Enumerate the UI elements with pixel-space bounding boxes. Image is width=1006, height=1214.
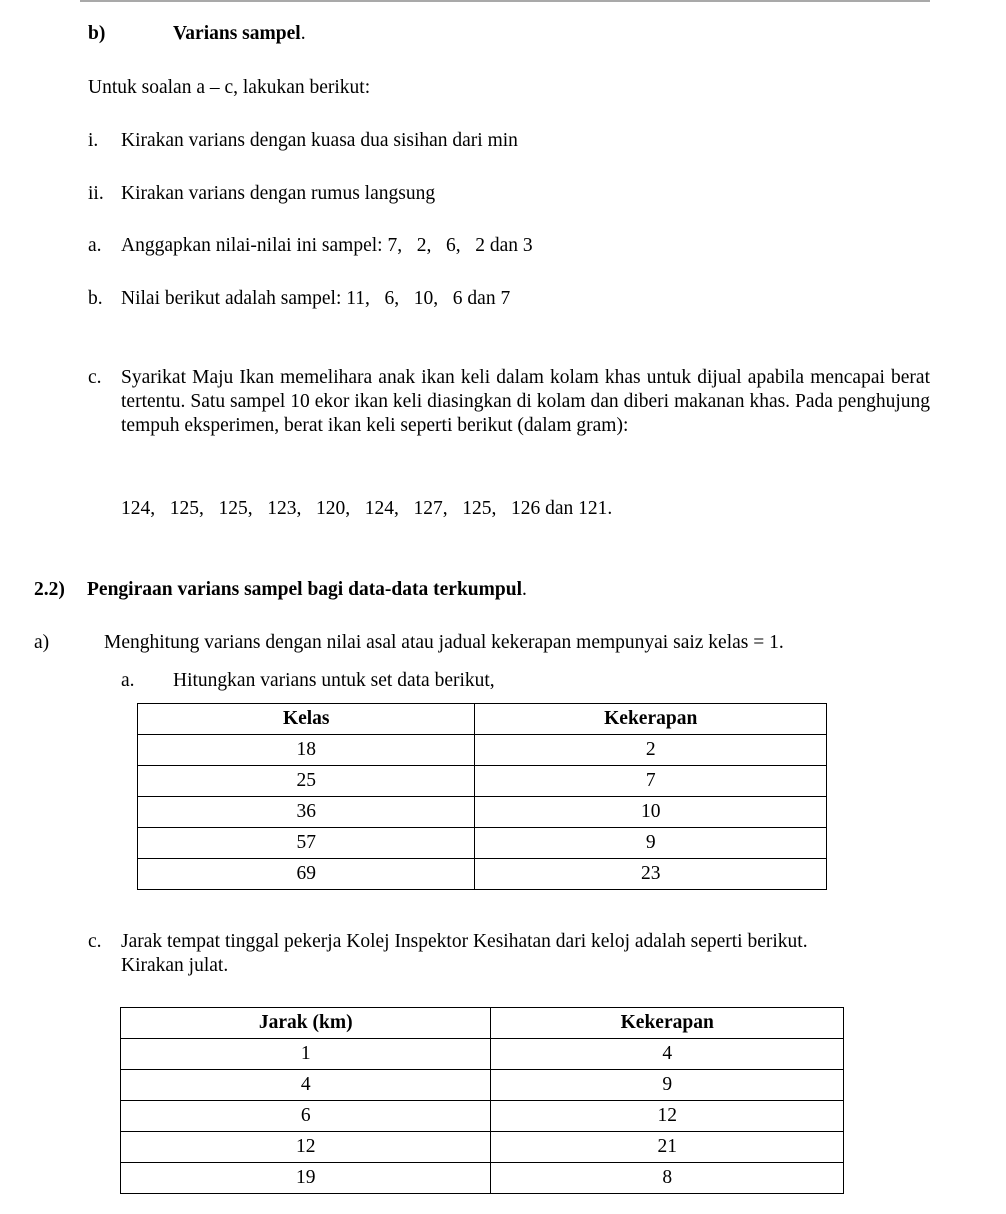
task-a-marker: a. bbox=[121, 670, 135, 691]
cell-kekerapan: 21 bbox=[491, 1132, 844, 1163]
column-header-kekerapan: Kekerapan bbox=[491, 1008, 844, 1039]
question-marker: a. bbox=[88, 235, 102, 256]
cell-kekerapan: 9 bbox=[475, 828, 827, 859]
class-frequency-table bbox=[137, 703, 827, 890]
task-a-text: Hitungkan varians untuk set data berikut, bbox=[173, 670, 495, 691]
cell-jarak: 1 bbox=[121, 1039, 491, 1070]
step-marker: i. bbox=[88, 130, 99, 151]
task-c-marker: c. bbox=[88, 931, 102, 952]
section-2-2-heading bbox=[87, 578, 527, 601]
task-c-line1: Jarak tempat tinggal pekerja Kolej Inspektor Kesihatan dari keloj adalah seperti berikut. bbox=[121, 931, 808, 952]
section-b-label: b) bbox=[88, 23, 106, 44]
table-row bbox=[138, 735, 827, 766]
table-row bbox=[138, 766, 827, 797]
step-marker: ii. bbox=[88, 183, 104, 204]
cell-kelas: 18 bbox=[138, 735, 475, 766]
task-c-line2: Kirakan julat. bbox=[121, 955, 229, 976]
sub-a-text: Menghitung varians dengan nilai asal atau jadual kekerapan mempunyai saiz kelas = 1. bbox=[104, 632, 784, 653]
cell-jarak: 6 bbox=[121, 1101, 491, 1132]
section-b-title-suffix: . bbox=[300, 23, 306, 44]
cell-kekerapan: 23 bbox=[475, 859, 827, 890]
instructions-intro: Untuk soalan a – c, lakukan berikut: bbox=[88, 77, 371, 98]
column-header-jarak: Jarak (km) bbox=[121, 1008, 491, 1039]
cell-kelas: 25 bbox=[138, 766, 475, 797]
table-header-row bbox=[121, 1008, 844, 1039]
section-b-title: Varians sampel bbox=[173, 23, 301, 44]
question-text: Nilai berikut adalah sampel: 11, 6, 10, 6 dan 7 bbox=[121, 288, 511, 309]
section-b-heading bbox=[173, 22, 306, 45]
sub-a-label: a) bbox=[34, 632, 50, 653]
cell-jarak: 4 bbox=[121, 1070, 491, 1101]
table-row bbox=[138, 828, 827, 859]
cell-jarak: 19 bbox=[121, 1163, 491, 1194]
question-marker: c. bbox=[88, 367, 102, 388]
cell-kelas: 57 bbox=[138, 828, 475, 859]
cell-kekerapan: 12 bbox=[491, 1101, 844, 1132]
table-row bbox=[121, 1039, 844, 1070]
table-row bbox=[121, 1132, 844, 1163]
table-row bbox=[138, 859, 827, 890]
table-header-row bbox=[138, 704, 827, 735]
cell-kekerapan: 8 bbox=[491, 1163, 844, 1194]
question-text: Anggapkan nilai-nilai ini sampel: 7, 2, 6, 2 dan 3 bbox=[121, 235, 533, 256]
cell-kelas: 36 bbox=[138, 797, 475, 828]
column-header-kelas: Kelas bbox=[138, 704, 475, 735]
cell-jarak: 12 bbox=[121, 1132, 491, 1163]
cell-kekerapan: 4 bbox=[491, 1039, 844, 1070]
cell-kekerapan: 7 bbox=[475, 766, 827, 797]
page-top-rule bbox=[80, 0, 930, 2]
table-row bbox=[121, 1101, 844, 1132]
question-marker: b. bbox=[88, 288, 103, 309]
distance-frequency-table bbox=[120, 1007, 844, 1194]
table-row bbox=[121, 1070, 844, 1101]
step-text: Kirakan varians dengan kuasa dua sisihan dari min bbox=[121, 130, 518, 151]
section-2-2-title-suffix: . bbox=[522, 579, 527, 600]
section-2-2-title: Pengiraan varians sampel bagi data-data terkumpul bbox=[87, 579, 522, 600]
cell-kekerapan: 2 bbox=[475, 735, 827, 766]
table-row bbox=[121, 1163, 844, 1194]
cell-kekerapan: 9 bbox=[491, 1070, 844, 1101]
step-text: Kirakan varians dengan rumus langsung bbox=[121, 183, 436, 204]
section-2-2-number: 2.2) bbox=[34, 579, 65, 600]
cell-kelas: 69 bbox=[138, 859, 475, 890]
question-c-paragraph: Syarikat Maju Ikan memelihara anak ikan keli dalam kolam khas untuk dijual apabila mencapai berat tertentu. Satu sampel 10 ekor ikan keli diasingkan di kolam dan diberi makanan khas. Pada penghujung tempuh eksperimen, berat ikan keli seperti berikut (dalam gram): bbox=[121, 367, 930, 436]
cell-kekerapan: 10 bbox=[475, 797, 827, 828]
column-header-kekerapan: Kekerapan bbox=[475, 704, 827, 735]
table-row bbox=[138, 797, 827, 828]
question-c-data-line: 124, 125, 125, 123, 120, 124, 127, 125, 126 dan 121. bbox=[121, 498, 613, 519]
